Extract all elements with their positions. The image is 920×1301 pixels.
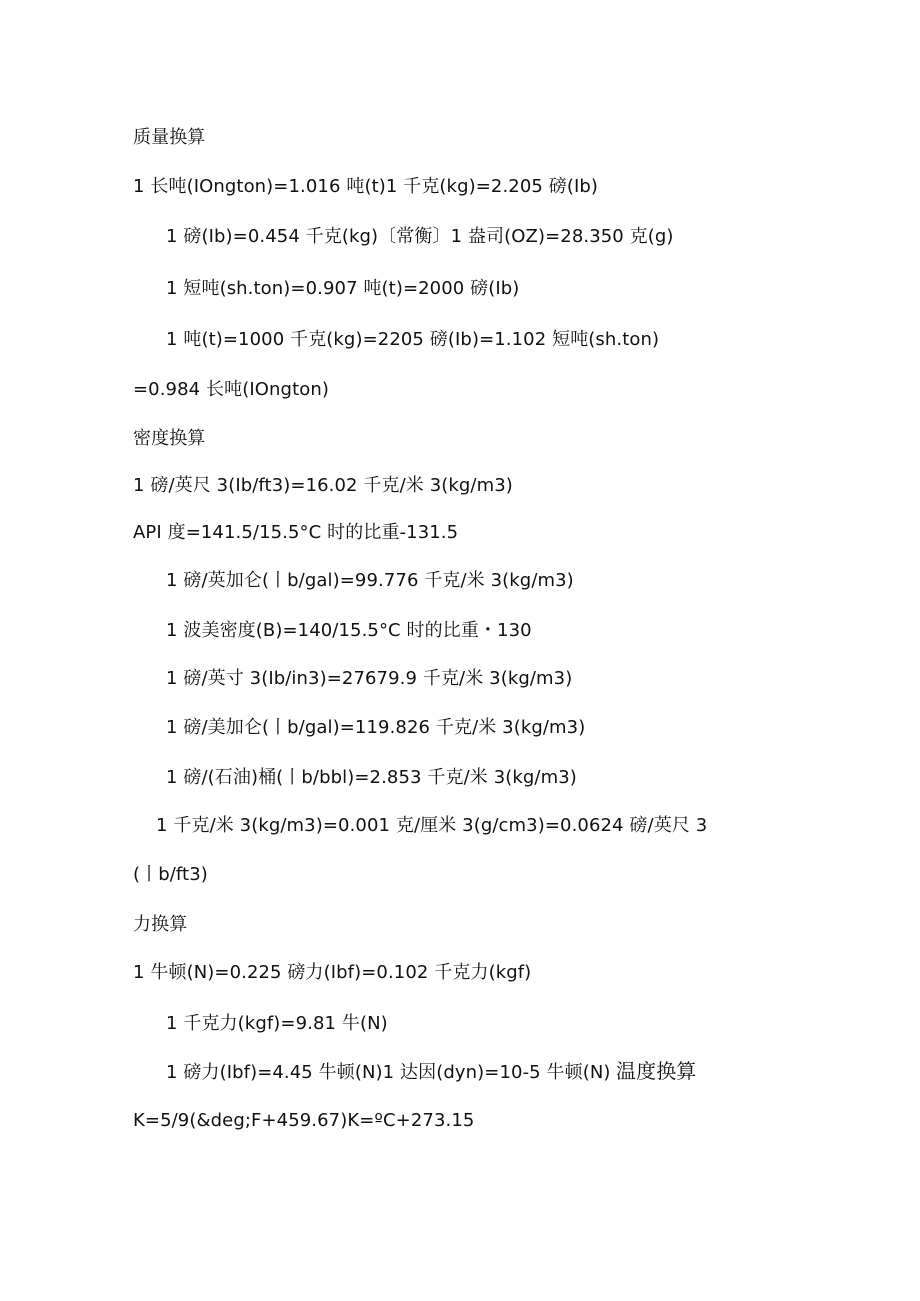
text-line: 1 长吨(IOngton)=1.016 吨(t)1 千克(kg)=2.205 磅(Ib) (133, 176, 599, 197)
section-heading-force: 力换算 (133, 914, 188, 935)
text-line: 1 磅/美加仑(丨b/gal)=119.826 千克/米 3(kg/m3) (166, 717, 586, 738)
text-line: 1 磅/(石油)桶(丨b/bbl)=2.853 千克/米 3(kg/m3) (166, 767, 577, 788)
text-line: API 度=141.5/15.5°C 时的比重-131.5 (133, 522, 459, 543)
text-line: 1 磅/英寸 3(Ib/in3)=27679.9 千克/米 3(kg/m3) (166, 668, 573, 689)
section-heading-density: 密度换算 (133, 428, 206, 449)
text-line: 1 波美密度(B)=140/15.5°C 时的比重・130 (166, 620, 532, 641)
text-line: (丨b/ft3) (133, 864, 208, 885)
text-line: K=5/9(&deg;F+459.67)K=ºC+273.15 (133, 1110, 475, 1131)
text-line: 1 磅/英尺 3(Ib/ft3)=16.02 千克/米 3(kg/m3) (133, 475, 513, 496)
section-heading-temperature: 温度换算 (616, 1059, 697, 1083)
text-line: 1 磅(Ib)=0.454 千克(kg)〔常衡〕1 盎司(OZ)=28.350 克(g) (166, 226, 674, 247)
text-line: 1 千克力(kgf)=9.81 牛(N) (166, 1013, 388, 1034)
text-line: 1 千克/米 3(kg/m3)=0.001 克/厘米 3(g/cm3)=0.0624 磅/英尺 3 (156, 815, 708, 836)
text-line: 1 吨(t)=1000 千克(kg)=2205 磅(Ib)=1.102 短吨(sh.ton) (166, 329, 660, 350)
section-heading-mass: 质量换算 (133, 127, 206, 148)
text-line: 1 磅力(Ibf)=4.45 牛顿(N)1 达因(dyn)=10-5 牛顿(N) (166, 1062, 611, 1083)
text-line: 1 短吨(sh.ton)=0.907 吨(t)=2000 磅(Ib) (166, 278, 520, 299)
text-line: 1 牛顿(N)=0.225 磅力(Ibf)=0.102 千克力(kgf) (133, 962, 532, 983)
text-line: 1 磅/英加仑(丨b/gal)=99.776 千克/米 3(kg/m3) (166, 570, 574, 591)
text-line: =0.984 长吨(IOngton) (133, 379, 329, 400)
